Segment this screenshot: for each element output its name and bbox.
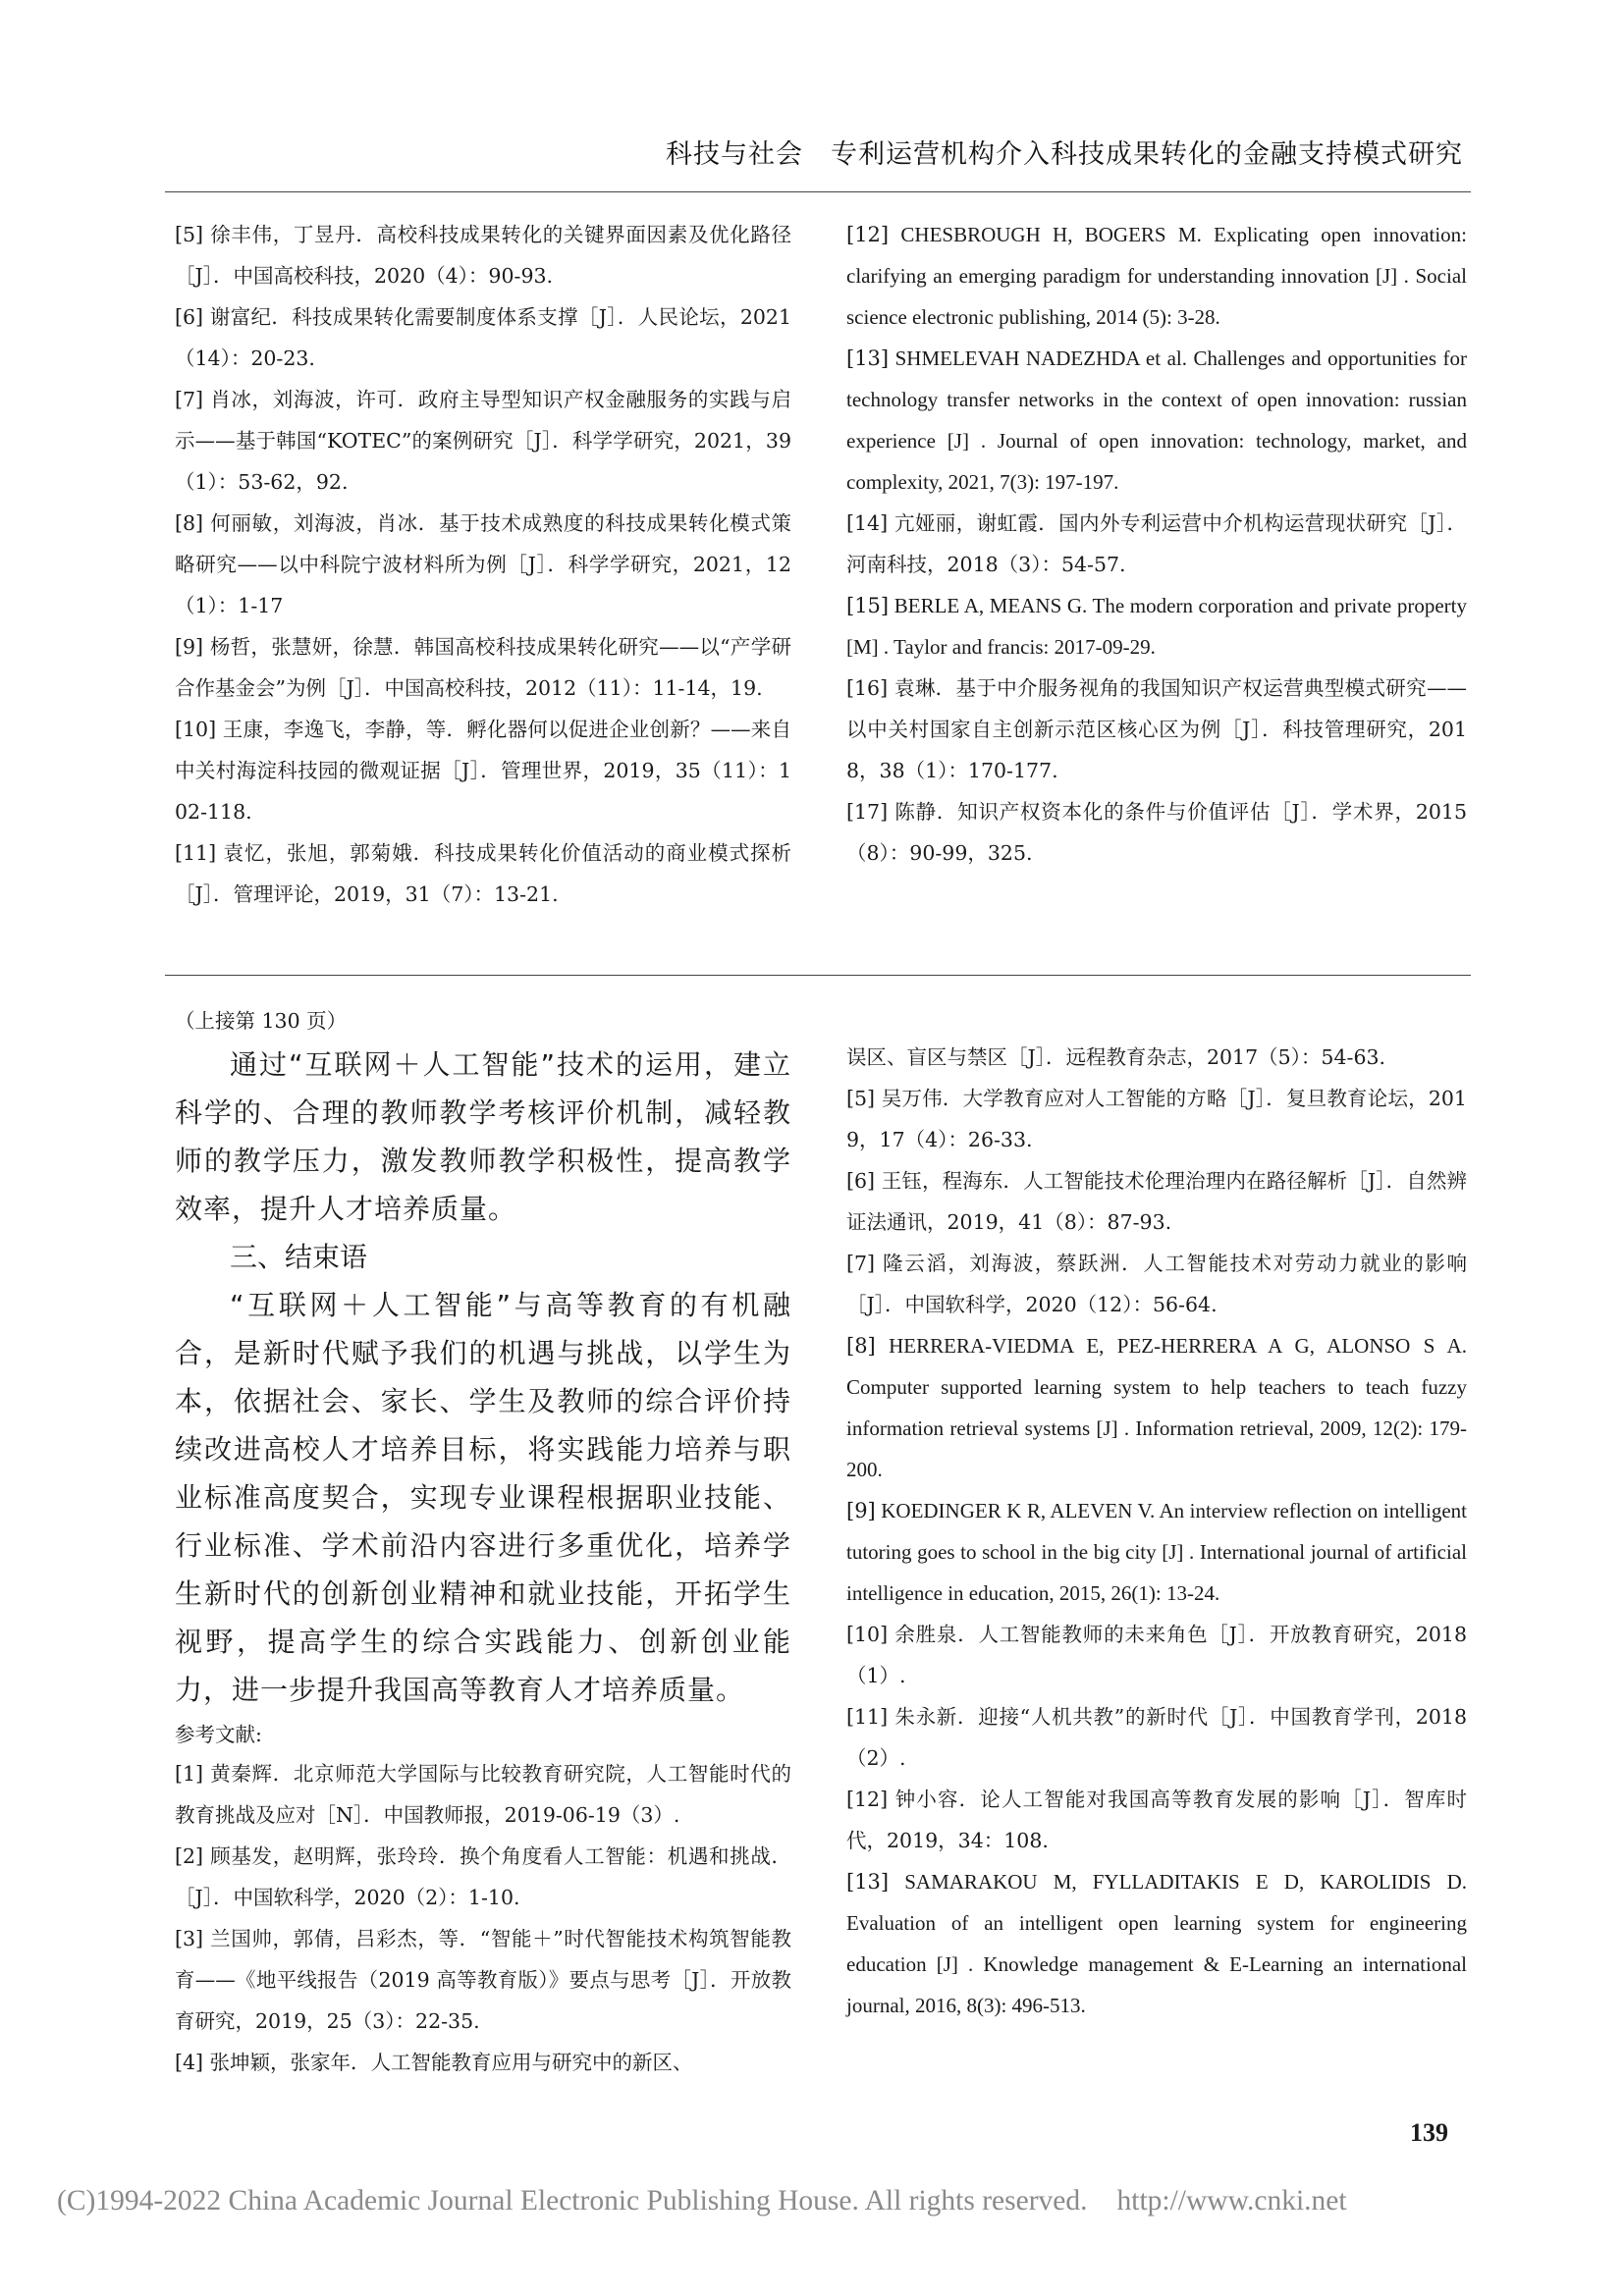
- conclusion-heading: 三、结束语: [230, 1241, 368, 1273]
- reference-text: 王钰，程海东．人工智能技术伦理治理内在路径解析［J］．自然辨证法通讯，2019，41（8）：87-93.: [846, 1169, 1467, 1234]
- reference-item: [10] 王康，李逸飞，李静，等．孵化器何以促进企业创新？——来自中关村海淀科技园的微观证据［J］．管理世界，2019，35（11）：102-118.: [175, 718, 791, 824]
- header-title: 专利运营机构介入科技成果转化的金融支持模式研究: [831, 139, 1463, 170]
- continued-note: （上接第 130 页）: [175, 1009, 348, 1033]
- references-top-left: [175, 214, 791, 915]
- reference-item: [3] 兰国帅，郭倩，吕彩杰，等．“智能＋”时代智能技术构筑智能教育——《地平线报告（2019 高等教育版）》要点与思考［J］．开放教育研究，2019，25（3）：22-35.: [175, 1927, 791, 2033]
- reference-text: 朱永新．迎接“人机共教”的新时代［J］．中国教育学刊，2018（2）.: [846, 1705, 1467, 1770]
- reference-item: [8] 何丽敏，刘海波，肖冰．基于技术成熟度的科技成果转化模式策略研究——以中科院宁波材料所为例［J］．科学学研究，2021，12（1）：1-17: [175, 511, 791, 617]
- reference-item: [846, 1861, 1467, 2026]
- body-paragraph: 通过“互联网＋人工智能”技术的运用，建立科学的、合理的教师教学考核评价机制，减轻教师的教学压力，激发教师教学积极性，提高教学效率，提升人才培养质量。: [175, 1048, 791, 1225]
- reference-tag: [12]: [846, 1788, 889, 1811]
- reference-text: KOEDINGER K R, ALEVEN V. An interview reflection on intelligent tutoring goes to school in the big city [J] . International journal of artificial intelligence in education, 2015, 26(1): 13-24.: [846, 1499, 1468, 1605]
- reference-item: [2] 顾基发，赵明辉，张玲玲．换个角度看人工智能：机遇和挑战．［J］．中国软科学，2020（2）：1-10.: [175, 1844, 791, 1909]
- reference-text: CHESBROUGH H, BOGERS M. Explicating open innovation: clarifying an emerging paradigm for understanding innovation [J] . Social science electronic publishing, 2014 (5): 3-28.: [846, 223, 1467, 329]
- reference-tag: [17]: [846, 800, 889, 824]
- reference-item: [846, 214, 1467, 338]
- reference-item: [846, 338, 1467, 503]
- page-number: 139: [1410, 2118, 1448, 2147]
- reference-tag: [13]: [846, 347, 890, 370]
- reference-item: [846, 1696, 1467, 1779]
- footer-copyright-text: (C)1994-2022 China Academic Journal Electronic Publishing House. All rights reserved.: [57, 2185, 1088, 2216]
- reference-tag: [15]: [846, 594, 890, 617]
- footer-url[interactable]: http://www.cnki.net: [1116, 2185, 1347, 2216]
- reference-item: [846, 585, 1467, 667]
- reference-text: 亢娅丽，谢虹霞．国内外专利运营中介机构运营现状研究［J］．河南科技，2018（3）：54-57.: [846, 511, 1467, 576]
- footer-copyright: [57, 2185, 1589, 2217]
- reference-text: SAMARAKOU M, FYLLADITAKIS E D, KAROLIDIS D. Evaluation of an intelligent open learning system for engineering education [J] . Knowledge management & E-Learning an international journal, 2016, 8(3): 496-513.: [846, 1870, 1467, 2017]
- reference-tag: [8]: [846, 1334, 876, 1358]
- reference-tag: [9]: [846, 1499, 876, 1522]
- reference-item: [4] 张坤颖，张家年．人工智能教育应用与研究中的新区、: [175, 2051, 693, 2074]
- reference-item: [846, 1490, 1467, 1614]
- reference-item: [6] 谢富纪．科技成果转化需要制度体系支撑［J］．人民论坛，2021（14）：20-23.: [175, 305, 791, 370]
- reference-tag: [16]: [846, 676, 889, 700]
- reference-item: [846, 1037, 1467, 1078]
- reference-item: [1] 黄秦辉．北京师范大学国际与比较教育研究院，人工智能时代的教育挑战及应对［N］．中国教师报，2019-06-19（3）.: [175, 1762, 791, 1827]
- running-header: [628, 133, 1463, 171]
- reference-item: [846, 1779, 1467, 1861]
- reference-text: 隆云滔，刘海波，蔡跃洲．人工智能技术对劳动力就业的影响［J］．中国软科学，2020（12）：56-64.: [846, 1252, 1467, 1316]
- reference-text: 误区、盲区与禁区［J］．远程教育杂志，2017（5）：54-63.: [846, 1045, 1386, 1069]
- reference-text: 钟小容．论人工智能对我国高等教育发展的影响［J］．智库时代，2019，34：108.: [846, 1788, 1467, 1852]
- reference-text: HERRERA-VIEDMA E, PEZ-HERRERA A G, ALONSO S A. Computer supported learning system to help teachers to teach fuzzy information retrieval systems [J] . Information retrieval, 2009, 12(2): 179-200.: [846, 1334, 1468, 1481]
- references-label: 参考文献:: [175, 1723, 262, 1746]
- reference-item: [846, 667, 1467, 791]
- reference-tag: [10]: [846, 1623, 889, 1646]
- reference-tag: [14]: [846, 511, 889, 535]
- reference-item: [846, 1243, 1467, 1325]
- header-rule: [165, 191, 1471, 192]
- conclusion-paragraph: “互联网＋人工智能”与高等教育的有机融合，是新时代赋予我们的机遇与挑战，以学生为本，依据社会、家长、学生及教师的综合评价持续改进高校人才培养目标，将实践能力培养与职业标准高度契合，实现专业课程根据职业技能、行业标准、学术前沿内容进行多重优化，培养学生新时代的创新创业精神和就业技能，开拓学生视野，提高学生的综合实践能力、创新创业能力，进一步提升我国高等教育人才培养质量。: [175, 1289, 791, 1706]
- reference-item: [846, 1078, 1467, 1160]
- reference-item: [846, 1160, 1467, 1243]
- reference-item: [846, 1614, 1467, 1696]
- reference-item: [5] 徐丰伟，丁昱丹．高校科技成果转化的关键界面因素及优化路径［J］．中国高校科技，2020（4）：90-93.: [175, 223, 791, 288]
- reference-text: 袁琳．基于中介服务视角的我国知识产权运营典型模式研究——以中关村国家自主创新示范区核心区为例［J］．科技管理研究，2018，38（1）：170-177.: [846, 676, 1467, 782]
- references-top-right: [846, 214, 1467, 874]
- reference-tag: [5]: [846, 1087, 876, 1110]
- reference-item: [846, 1325, 1467, 1490]
- reference-text: 吴万伟．大学教育应对人工智能的方略［J］．复旦教育论坛，2019，17（4）：26-33.: [846, 1087, 1467, 1151]
- section-divider: [165, 975, 1471, 976]
- references-bottom-right: [846, 1037, 1467, 2026]
- header-section: 科技与社会: [666, 139, 803, 170]
- reference-tag: [11]: [846, 1705, 889, 1729]
- reference-item: [846, 791, 1467, 874]
- article-body-left: [175, 1001, 791, 2083]
- reference-text: 余胜泉．人工智能教师的未来角色［J］．开放教育研究，2018（1）.: [846, 1623, 1467, 1687]
- reference-item: [7] 肖冰，刘海波，许可．政府主导型知识产权金融服务的实践与启示——基于韩国“KOTEC”的案例研究［J］．科学学研究，2021，39（1）：53-62，92.: [175, 388, 791, 494]
- reference-item: [846, 503, 1467, 585]
- reference-text: SHMELEVAH NADEZHDA et al. Challenges and opportunities for technology transfer networks in the context of open innovation: russian experience [J] . Journal of open innovation: technology, market, and complexity, 2021, 7(3): 197-197.: [846, 347, 1467, 494]
- reference-tag: [6]: [846, 1169, 876, 1193]
- reference-text: BERLE A, MEANS G. The modern corporation and private property [M] . Taylor and francis: 2017-09-29.: [846, 594, 1467, 659]
- reference-item: [9] 杨哲，张慧妍，徐慧．韩国高校科技成果转化研究——以“产学研合作基金会”为例［J］．中国高校科技，2012（11）：11-14，19.: [175, 635, 791, 700]
- reference-text: 陈静．知识产权资本化的条件与价值评估［J］．学术界，2015（8）：90-99，325.: [846, 800, 1467, 865]
- reference-tag: [7]: [846, 1252, 876, 1275]
- reference-tag: [12]: [846, 223, 890, 246]
- reference-tag: [13]: [846, 1870, 890, 1894]
- reference-item: [11] 袁忆，张旭，郭菊娥．科技成果转化价值活动的商业模式探析［J］．管理评论，2019，31（7）：13-21.: [175, 841, 791, 906]
